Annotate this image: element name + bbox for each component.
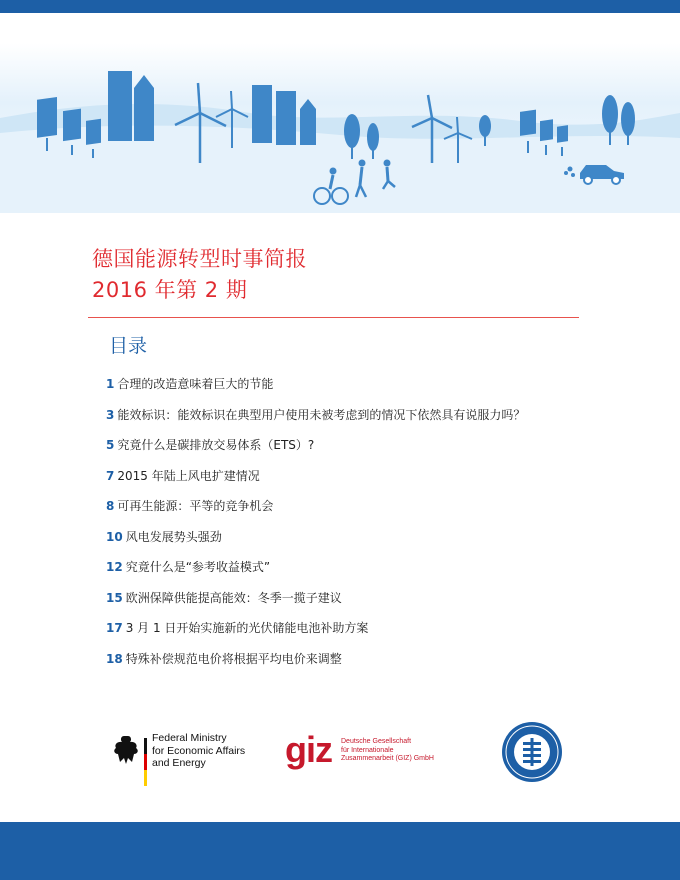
bmwi-line-1: Federal Ministry (152, 732, 227, 744)
toc-page-number: 3 (106, 407, 115, 422)
toc-item-text: 2015 年陆上风电扩建情况 (117, 468, 260, 483)
energy-conservation-center-seal-icon (501, 721, 563, 783)
toc-item-text: 欧洲保障供能提高能效：冬季一揽子建议 (125, 590, 342, 605)
partner-logos (0, 720, 680, 810)
newsletter-title (92, 244, 307, 306)
toc-item[interactable] (106, 529, 525, 560)
giz-line-2: für Internationale (341, 746, 394, 754)
toc-item[interactable] (106, 590, 525, 621)
bmwi-line-3: and Energy (152, 757, 206, 769)
title-divider (88, 317, 579, 318)
toc-item-text: 3 月 1 日开始实施新的光伏储能电池补助方案 (125, 621, 369, 635)
banner-illustration (0, 13, 680, 213)
toc-item[interactable] (106, 376, 525, 407)
bmwi-line-2: for Economic Affairs (152, 744, 246, 757)
bmwi-logo (110, 732, 250, 802)
toc-page-number: 18 (106, 651, 123, 666)
toc-item[interactable] (106, 407, 525, 438)
toc-item-text: 究竟什么是碳排放交易体系（ETS）? (117, 438, 315, 452)
toc-page-number: 15 (106, 590, 123, 605)
toc-page-number: 8 (106, 499, 115, 513)
toc-page-number: 12 (106, 560, 123, 574)
toc-item-text: 究竟什么是“参考收益模式” (125, 560, 271, 574)
giz-wordmark: giz (285, 729, 332, 770)
buildings-left (108, 71, 154, 141)
top-band (0, 0, 680, 13)
toc-page-number: 1 (106, 377, 115, 391)
table-of-contents (106, 376, 525, 681)
giz-line-3: Zusammenarbeit (GIZ) GmbH (341, 755, 434, 762)
toc-page-number: 17 (106, 621, 123, 635)
toc-item-text: 特殊补偿规范电价将根据平均电价来调整 (125, 651, 342, 666)
toc-item-text: 合理的改造意味着巨大的节能 (117, 377, 274, 391)
toc-item[interactable] (106, 651, 525, 682)
toc-page-number: 7 (106, 468, 115, 483)
toc-page-number: 5 (106, 438, 115, 452)
toc-heading: 目录 (109, 335, 148, 357)
federal-eagle-icon (110, 732, 150, 802)
giz-line-1: Deutsche Gesellschaft (341, 738, 412, 745)
bmwi-name (152, 732, 245, 770)
title-issue: 2016 年第 2 期 (92, 278, 248, 302)
toc-item[interactable] (106, 437, 525, 468)
toc-item-text: 可再生能源：平等的竞争机会 (117, 499, 274, 513)
toc-item[interactable] (106, 498, 525, 529)
title-main: 德国能源转型时事简报 (92, 247, 307, 271)
toc-item[interactable] (106, 620, 525, 651)
giz-logo (285, 729, 455, 772)
toc-item-text: 风电发展势头强劲 (125, 529, 222, 544)
toc-item[interactable] (106, 559, 525, 590)
giz-name (341, 738, 434, 764)
bottom-band (0, 822, 680, 880)
toc-page-number: 10 (106, 529, 123, 544)
toc-item[interactable] (106, 468, 525, 499)
toc-item-text: 能效标识：能效标识在典型用户使用未被考虑到的情况下依然具有说服力吗？ (117, 407, 526, 422)
